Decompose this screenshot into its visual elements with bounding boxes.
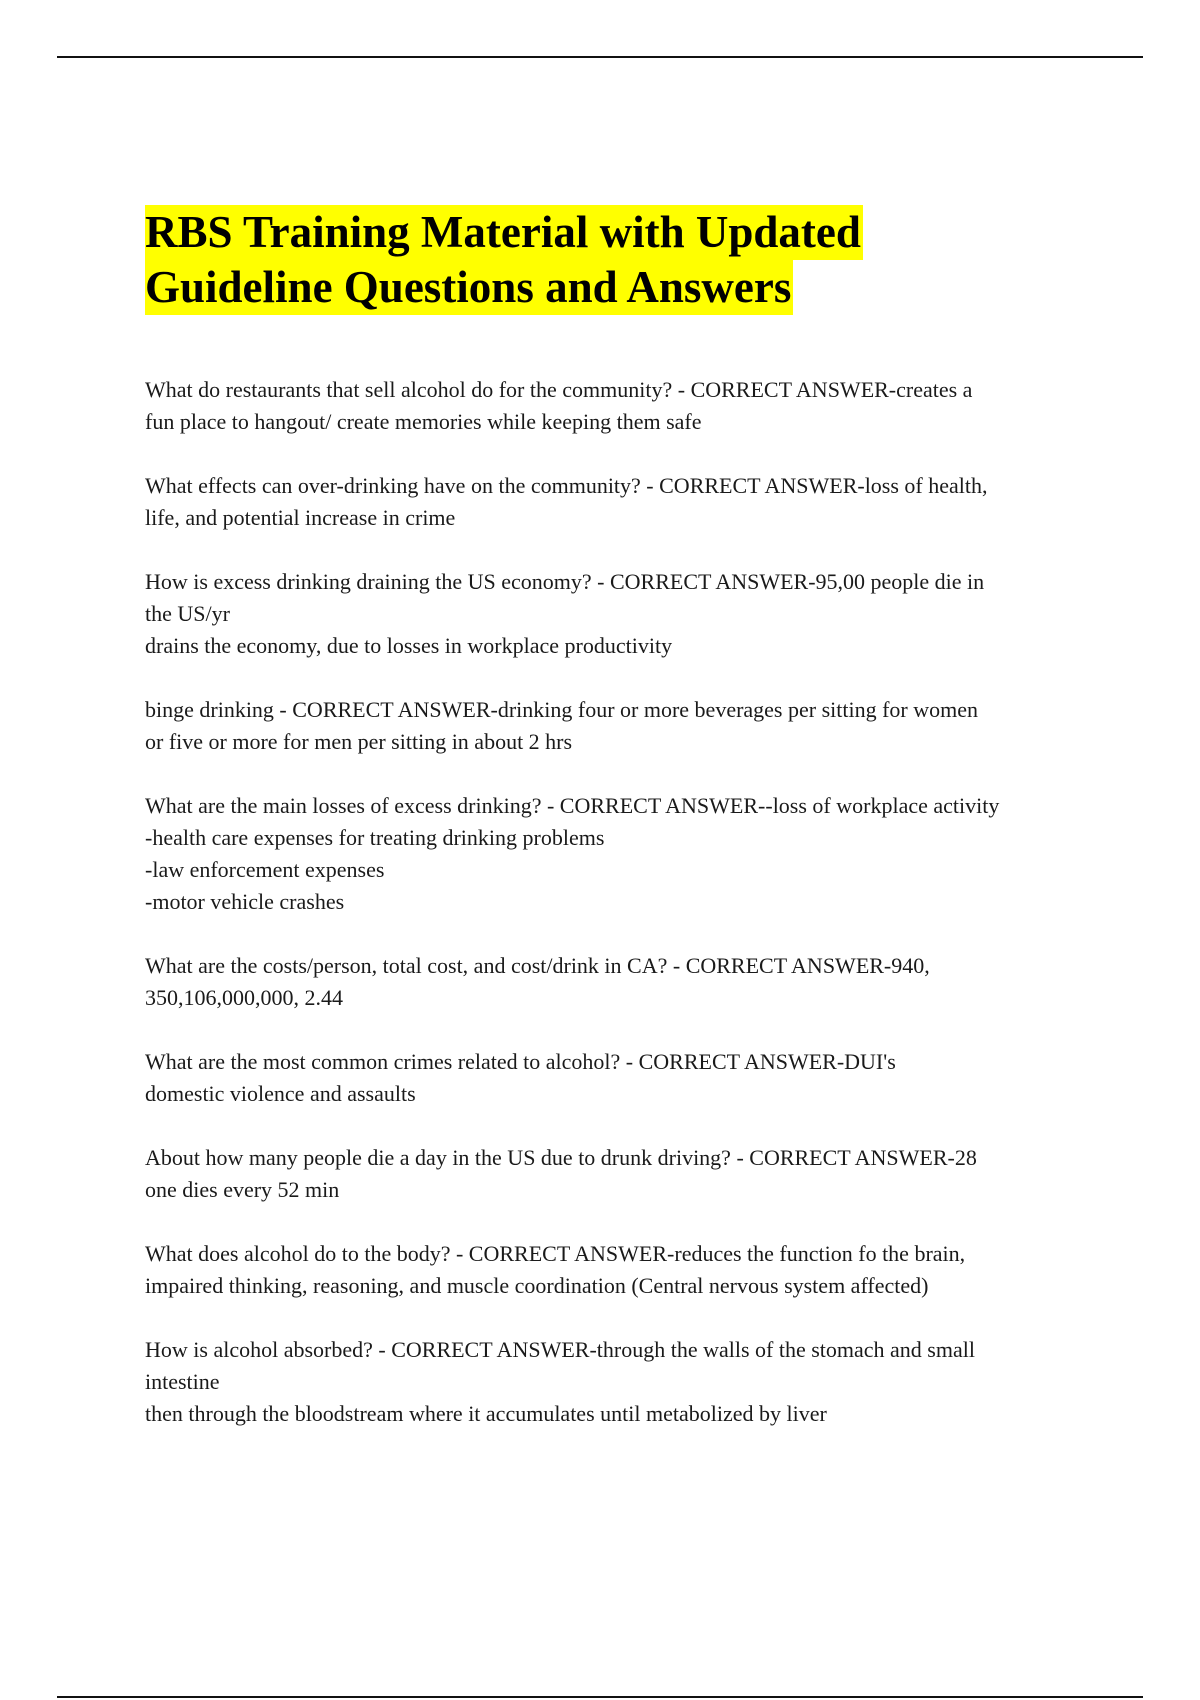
qa-line: intestine [145, 1369, 220, 1394]
qa-item [145, 950, 1095, 1014]
qa-line: one dies every 52 min [145, 1177, 340, 1202]
qa-line: What are the most common crimes related to alcohol? - CORRECT ANSWER-DUI's [145, 1049, 896, 1074]
title-line: Guideline Questions and Answers [145, 260, 793, 315]
qa-item [145, 694, 1095, 758]
qa-line: What does alcohol do to the body? - CORRECT ANSWER-reduces the function fo the brain, [145, 1241, 966, 1266]
qa-item [145, 1046, 1095, 1110]
document-body [145, 205, 1095, 1462]
qa-line: What are the main losses of excess drinking? - CORRECT ANSWER--loss of workplace activity [145, 793, 1000, 818]
qa-item [145, 566, 1095, 662]
qa-item [145, 790, 1095, 918]
qa-line: -motor vehicle crashes [145, 889, 345, 914]
qa-line: About how many people die a day in the US due to drunk driving? - CORRECT ANSWER-28 [145, 1145, 977, 1170]
qa-line: How is excess drinking draining the US economy? - CORRECT ANSWER-95,00 people die in [145, 569, 985, 594]
qa-line: What effects can over-drinking have on the community? - CORRECT ANSWER-loss of health, [145, 473, 988, 498]
top-rule [57, 56, 1143, 58]
qa-line: the US/yr [145, 601, 230, 626]
qa-item [145, 470, 1095, 534]
qa-line: What do restaurants that sell alcohol do for the community? - CORRECT ANSWER-creates a [145, 377, 973, 402]
bottom-rule [57, 1696, 1143, 1698]
qa-list [145, 374, 1095, 1430]
qa-line: 350,106,000,000, 2.44 [145, 985, 343, 1010]
qa-item [145, 1238, 1095, 1302]
qa-item [145, 1142, 1095, 1206]
qa-line: fun place to hangout/ create memories while keeping them safe [145, 409, 702, 434]
qa-line: binge drinking - CORRECT ANSWER-drinking four or more beverages per sitting for women [145, 697, 979, 722]
qa-line: life, and potential increase in crime [145, 505, 456, 530]
qa-item [145, 374, 1095, 438]
qa-line: drains the economy, due to losses in workplace productivity [145, 633, 673, 658]
document-title [145, 205, 1095, 315]
qa-item [145, 1334, 1095, 1430]
qa-line: What are the costs/person, total cost, and cost/drink in CA? - CORRECT ANSWER-940, [145, 953, 930, 978]
qa-line: How is alcohol absorbed? - CORRECT ANSWER-through the walls of the stomach and small [145, 1337, 975, 1362]
title-line: RBS Training Material with Updated [145, 205, 863, 260]
qa-line: -health care expenses for treating drinking problems [145, 825, 605, 850]
qa-line: -law enforcement expenses [145, 857, 385, 882]
qa-line: or five or more for men per sitting in about 2 hrs [145, 729, 573, 754]
qa-line: then through the bloodstream where it accumulates until metabolized by liver [145, 1401, 827, 1426]
qa-line: impaired thinking, reasoning, and muscle coordination (Central nervous system affected) [145, 1273, 929, 1298]
qa-line: domestic violence and assaults [145, 1081, 416, 1106]
